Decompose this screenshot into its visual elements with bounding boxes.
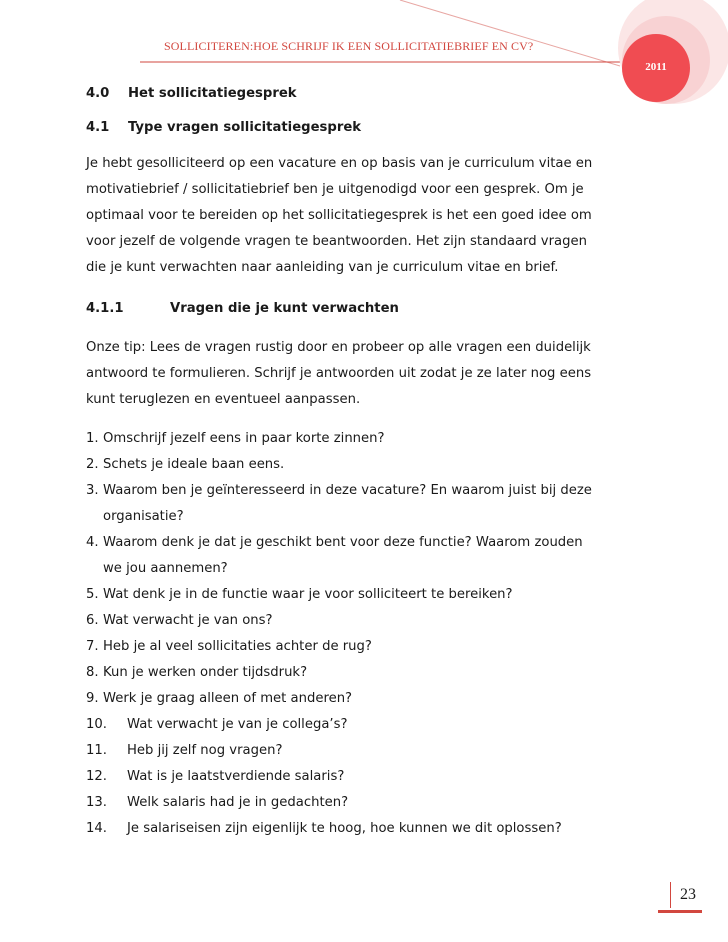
tip-paragraph: [86, 335, 666, 413]
list-item-number: 10.: [86, 717, 107, 732]
page-number: 23: [670, 882, 700, 908]
list-item-text: Waarom denk je dat je geschikt bent voor deze functie? Waarom zouden: [103, 535, 583, 550]
list-item-number: 1.: [86, 431, 99, 446]
list-item-number: 3.: [86, 483, 99, 498]
list-item-text: Je salariseisen zijn eigenlijk te hoog, hoe kunnen we dit oplossen?: [127, 821, 562, 836]
list-item: [86, 816, 666, 842]
header-title: SOLLICITEREN:HOE SCHRIJF IK EEN SOLLICITATIEBRIEF EN CV?: [164, 39, 534, 53]
list-item-text: organisatie?: [103, 509, 184, 524]
list-item-number: 2.: [86, 457, 99, 472]
heading-number: 4.0: [86, 86, 110, 101]
paragraph-line: Je hebt gesolliciteerd op een vacature en op basis van je curriculum vitae en: [86, 156, 593, 171]
paragraph-line: die je kunt verwachten naar aanleiding van je curriculum vitae en brief.: [86, 260, 559, 275]
list-item-text: Omschrijf jezelf eens in paar korte zinnen?: [103, 431, 385, 446]
list-item-text: we jou aannemen?: [103, 561, 228, 576]
list-item: [86, 426, 666, 452]
list-item: [86, 764, 666, 790]
paragraph-line: kunt teruglezen en eventueel aanpassen.: [86, 392, 361, 407]
list-item: [86, 790, 666, 816]
list-item: [86, 738, 666, 764]
list-item-number: 4.: [86, 535, 99, 550]
list-item-continuation: [86, 504, 666, 530]
heading-4-1-1: [86, 301, 399, 316]
page-number-underline: [658, 910, 702, 913]
list-item-number: 12.: [86, 769, 107, 784]
list-item-text: Heb je al veel sollicitaties achter de rug?: [103, 639, 372, 654]
list-item: [86, 530, 666, 556]
list-item-text: Heb jij zelf nog vragen?: [127, 743, 283, 758]
heading-4-1: [86, 120, 361, 135]
intro-paragraph: [86, 151, 666, 281]
list-item: [86, 478, 666, 504]
heading-4-0: [86, 86, 297, 101]
list-item: [86, 686, 666, 712]
list-item-text: Wat denk je in de functie waar je voor solliciteert te bereiken?: [103, 587, 513, 602]
header-year: 2011: [645, 61, 667, 73]
list-item-number: 9.: [86, 691, 99, 706]
list-item-number: 7.: [86, 639, 99, 654]
list-item: [86, 608, 666, 634]
list-item: [86, 452, 666, 478]
list-item: [86, 634, 666, 660]
paragraph-line: voor jezelf de volgende vragen te beantwoorden. Het zijn standaard vragen: [86, 234, 587, 249]
heading-text: Type vragen sollicitatiegesprek: [128, 120, 362, 135]
heading-text: Vragen die je kunt verwachten: [170, 301, 399, 316]
heading-number: 4.1.1: [86, 301, 124, 316]
list-item-text: Wat verwacht je van je collega’s?: [127, 717, 348, 732]
list-item-text: Wat verwacht je van ons?: [103, 613, 273, 628]
list-item-number: 11.: [86, 743, 107, 758]
list-item-text: Waarom ben je geïnteresseerd in deze vacature? En waarom juist bij deze: [103, 483, 592, 498]
list-item-continuation: [86, 556, 666, 582]
paragraph-line: antwoord te formulieren. Schrijf je antwoorden uit zodat je ze later nog eens: [86, 366, 592, 381]
question-list: [86, 426, 666, 842]
list-item-number: 13.: [86, 795, 107, 810]
list-item-text: Schets je ideale baan eens.: [103, 457, 285, 472]
header-diagonal-line: [400, 0, 620, 66]
paragraph-line: optimaal voor te bereiden op het sollicitatiegesprek is het een goed idee om: [86, 208, 592, 223]
list-item-number: 8.: [86, 665, 99, 680]
list-item-text: Werk je graag alleen of met anderen?: [103, 691, 353, 706]
list-item: [86, 660, 666, 686]
heading-number: 4.1: [86, 120, 110, 135]
list-item-text: Welk salaris had je in gedachten?: [127, 795, 349, 810]
list-item-text: Wat is je laatstverdiende salaris?: [127, 769, 345, 784]
list-item-number: 6.: [86, 613, 99, 628]
list-item-number: 14.: [86, 821, 107, 836]
list-item: [86, 582, 666, 608]
paragraph-line: Onze tip: Lees de vragen rustig door en probeer op alle vragen een duidelijk: [86, 340, 591, 355]
list-item-number: 5.: [86, 587, 99, 602]
list-item-text: Kun je werken onder tijdsdruk?: [103, 665, 308, 680]
header-decoration: [0, 0, 728, 140]
paragraph-line: motivatiebrief / sollicitatiebrief ben je uitgenodigd voor een gesprek. Om je: [86, 182, 584, 197]
heading-text: Het sollicitatiegesprek: [128, 86, 297, 101]
list-item: [86, 712, 666, 738]
